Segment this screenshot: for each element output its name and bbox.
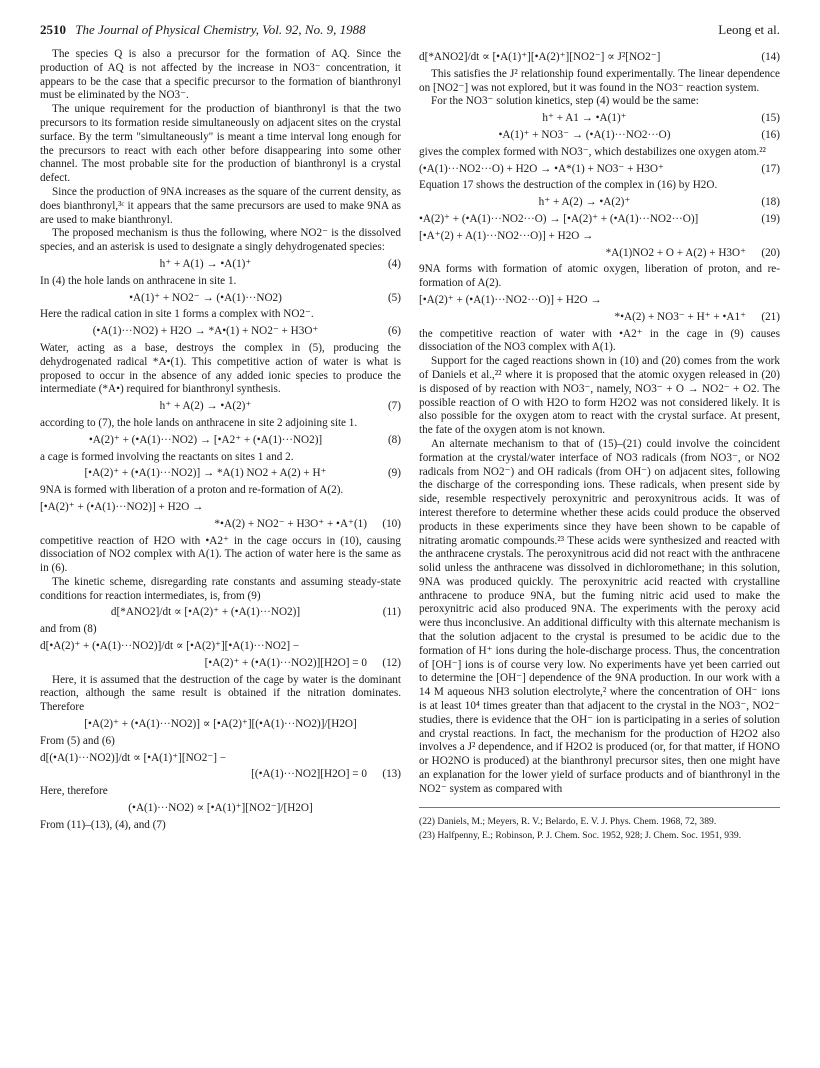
paragraph: From (11)–(13), (4), and (7)	[40, 818, 166, 831]
paragraph: The unique requirement for the production of bianthronyl is that the two precursors to its formation reside simultaneously on adjacent sites on the crystal surface. By the term "simultaneously" is meant a time interval long enough for the precursors to react with each other before disappearing into some other channel. The most probable site for the production of bianthronyl is a crystal defect.	[40, 103, 401, 185]
equation-20-line2: *A(1)NO2 + O + A(2) + H3O⁺ (20)	[605, 246, 780, 259]
equation-12-line2: [•A(2)⁺ + (•A(1)···NO2)][H2O] = 0 (12)	[204, 656, 401, 669]
paragraph: gives the complex formed with NO3⁻, which destabilizes one oxygen atom.²²	[419, 145, 766, 158]
journal-citation: The Journal of Physical Chemistry, Vol. 92, No. 9, 1988	[75, 22, 366, 37]
two-column-body	[40, 48, 780, 842]
equation-12-line1: d[•A(2)⁺ + (•A(1)···NO2)]/dt ∝ [•A(2)⁺][•A(1)···NO2] −	[40, 640, 300, 653]
paragraph: according to (7), the hole lands on anthracene in site 2 adjoining site 1.	[40, 416, 358, 429]
paragraph: In (4) the hole lands on anthracene in site 1.	[40, 274, 237, 287]
equation-11: d[*ANO2]/dt ∝ [•A(2)⁺ + (•A(1)···NO2)] (11)	[110, 606, 401, 619]
paragraph: the competitive reaction of water with •A2⁺ in the cage in (9) causes dissociation of the NO3 complex with A(1).	[419, 327, 780, 354]
paragraph: An alternate mechanism to that of (15)–(21) could involve the coincident formation at the crystal/water interface of NO3 radicals (from NO3⁻, or NO2 radicals from NO2⁻) and OH radicals (from OH⁻) on adjacent sites, following the discharge of the corresponding ions. These radicals, when present side by side, resemble respectively peroxynitric and peroxynitrous acids. It was of interest therefore to determine whether these acids could produce the observed products in these experiments since they have been shown to be capable of nitrating aromatic compounds.²³ These acids were synthesized and reacted with the anthracene crystals. The peroxynitrous acid did not react with the anthracene solid unless the anthracene was dissolved in dichloromethane; in this solution, 9NA was produced quickly. The peroxynitric acid reacted with crystalline anthracene to produce 9NA, but the fuming nitric acid used to make the peroxynitric acid also produced 9NA. The experiments with the peroxy acid were thus inconclusive. An additional difficulty with this alternate mechanism is that the solution adjacent to the crystal is presumed to be acidic due to the formation of H⁺ ions during the hole-discharge process. Thus, the concentration of [OH⁻] ions is of course very low. No experiments have yet been carried out to determine the [OH⁻] dependence of the 9NA production. In our work with a 14 M aqueous NH3 solution electrolyte,² where the concentration of OH⁻ ions is at least 10⁴ times greater than that adjacent to the crystal in the NO3⁻, NO2⁻ studies, there is evidence that the OH⁻ ion is participating in a series of solution and crystal reactions. In fact, the mechanism for the production of H2O2 also involves a J² dependence, and if H2O2 is produced (or, for that matter, if HONO or HO2NO is produced) at the bianthronyl precursor sites, then one might have an explanation for the lower yield of surface products and of bianthronyl in the NO2⁻ system as compared with	[419, 437, 780, 795]
references	[419, 807, 780, 842]
paragraph: Since the production of 9NA increases as the square of the current density, as does bianthronyl,³ᶜ it appears that the same precursors are used to make 9NA as are used to make bianthronyl.	[40, 185, 401, 226]
equation-20-line1: [•A⁺(2) + A(1)···NO2···O)] + H2O →	[419, 229, 594, 242]
equation-5: •A(1)⁺ + NO2⁻ → (•A(1)···NO2) (5)	[129, 291, 401, 304]
equation-14: d[*ANO2]/dt ∝ [•A(1)⁺][•A(2)⁺][NO2⁻] ∝ J²[NO2⁻] (14)	[419, 51, 780, 63]
paragraph: Here the radical cation in site 1 forms a complex with NO2⁻.	[40, 308, 314, 321]
paragraph: The proposed mechanism is thus the following, where NO2⁻ is the dissolved species, and an asterisk is used to designate a singly dehydrogenated species:	[40, 227, 401, 254]
reference-23: (23) Halfpenny, E.; Robinson, P. J. Chem. Soc. 1952, 928; J. Chem. Soc. 1951, 939.	[419, 829, 742, 841]
paragraph: The kinetic scheme, disregarding rate constants and assuming steady-state conditions for reaction intermediates, is, from (9)	[40, 575, 401, 602]
paragraph: and from (8)	[40, 623, 97, 636]
equation-19: •A(2)⁺ + (•A(1)···NO2···O) → [•A(2)⁺ + (•A(1)···NO2···O)] (19)	[419, 212, 780, 225]
equation-10-line1: [•A(2)⁺ + (•A(1)···NO2)] + H2O →	[40, 500, 204, 513]
equation-4: h⁺ + A(1) → •A(1)⁺ (4)	[159, 257, 401, 270]
left-column	[40, 48, 401, 842]
running-authors: Leong et al.	[718, 22, 780, 37]
equation-21-line1: [•A(2)⁺ + (•A(1)···NO2···O)] + H2O →	[419, 293, 602, 306]
equation-8: •A(2)⁺ + (•A(1)···NO2) → [•A2⁺ + (•A(1)···NO2)] (8)	[88, 433, 401, 446]
paragraph: Here, it is assumed that the destruction of the cage by water is the dominant reaction, although the same result is obtained if the nitration dominates. Therefore	[40, 673, 401, 714]
equation-10-line2: *•A(2) + NO2⁻ + H3O⁺ + •A⁺(1) (10)	[214, 517, 401, 530]
equation-21-line2: *•A(2) + NO3⁻ + H⁺ + •A1⁺ (21)	[614, 310, 780, 323]
running-header	[40, 22, 780, 40]
equation-17: (•A(1)···NO2···O) + H2O → •A*(1) + NO3⁻ + H3O⁺ (17)	[419, 162, 780, 175]
equation-15: h⁺ + A1 → •A(1)⁺ (15)	[542, 112, 780, 125]
paragraph: 9NA is formed with liberation of a proton and re-formation of A(2).	[40, 484, 344, 497]
equation-16: •A(1)⁺ + NO3⁻ → (•A(1)···NO2···O) (16)	[498, 128, 780, 141]
equation-18: h⁺ + A(2) → •A(2)⁺ (18)	[538, 196, 780, 209]
paragraph: a cage is formed involving the reactants on sites 1 and 2.	[40, 450, 294, 463]
paragraph: Here, therefore	[40, 785, 108, 798]
paragraph: Water, acting as a base, destroys the complex in (5), producing the dehydrogenated radical *A•(1). This competitive action of water is what is proposed to occur in the absence of any added ionic species to produce the intermediate (*A•) required for bianthronyl synthesis.	[40, 341, 401, 396]
paragraph: competitive reaction of H2O with •A2⁺ in the cage occurs in (10), causing dissociation of NO2 complex with A(1). The action of water here is the same as in (6).	[40, 534, 401, 575]
paragraph: The species Q is also a precursor for the formation of AQ. Since the production of AQ is not affected by the increase in NO3⁻ concentration, it appears to be the case that a specific precursor to the formation of bianthronyl must be eliminated by the NO3⁻.	[40, 48, 401, 102]
page-number: 2510	[40, 22, 66, 37]
equation-13-line1: d[(•A(1)···NO2)]/dt ∝ [•A(1)⁺][NO2⁻] −	[40, 751, 227, 764]
equation-6: (•A(1)···NO2) + H2O → *A•(1) + NO2⁻ + H3O⁺ (6)	[92, 325, 401, 338]
paragraph: For the NO3⁻ solution kinetics, step (4) would be the same:	[431, 95, 699, 108]
paragraph: 9NA forms with formation of atomic oxygen, liberation of proton, and re-formation of A(2).	[419, 263, 780, 290]
reference-22: (22) Daniels, M.; Meyers, R. V.; Belardo, E. V. J. Phys. Chem. 1968, 72, 389.	[419, 815, 717, 827]
paragraph: From (5) and (6)	[40, 734, 115, 747]
right-column	[419, 48, 780, 842]
equation-7: h⁺ + A(2) → •A(2)⁺ (7)	[159, 400, 401, 413]
paragraph: This satisfies the J² relationship found experimentally. The linear dependence on [NO2⁻] was not explored, but it was found in the NO3⁻ reaction system.	[419, 67, 780, 94]
paragraph: Support for the caged reactions shown in (10) and (20) comes from the work of Daniels et al.,²² where it is proposed that the atomic oxygen released in (20) is disposed of by reaction with NO3⁻, namely, NO3⁻ + O → NO2⁻ + O2. The possible reaction of O with H2O to form H2O2 was not considered likely. It is also possible for the oxygen atom to react with the crystal surface. At present, the fate of the oxygen atom is not known.	[419, 355, 780, 437]
equation-here: (•A(1)···NO2) ∝ [•A(1)⁺][NO2⁻]/[H2O]	[128, 802, 313, 815]
equation-9: [•A(2)⁺ + (•A(1)···NO2)] → *A(1) NO2 + A(2) + H⁺ (9)	[84, 467, 401, 480]
paragraph: Equation 17 shows the destruction of the complex in (16) by H2O.	[419, 179, 718, 192]
equation-13-line2: [(•A(1)···NO2][H2O] = 0 (13)	[251, 768, 401, 781]
equation-therefore: [•A(2)⁺ + (•A(1)···NO2)] ∝ [•A(2)⁺][(•A(1)···NO2)]/[H2O]	[84, 718, 357, 731]
